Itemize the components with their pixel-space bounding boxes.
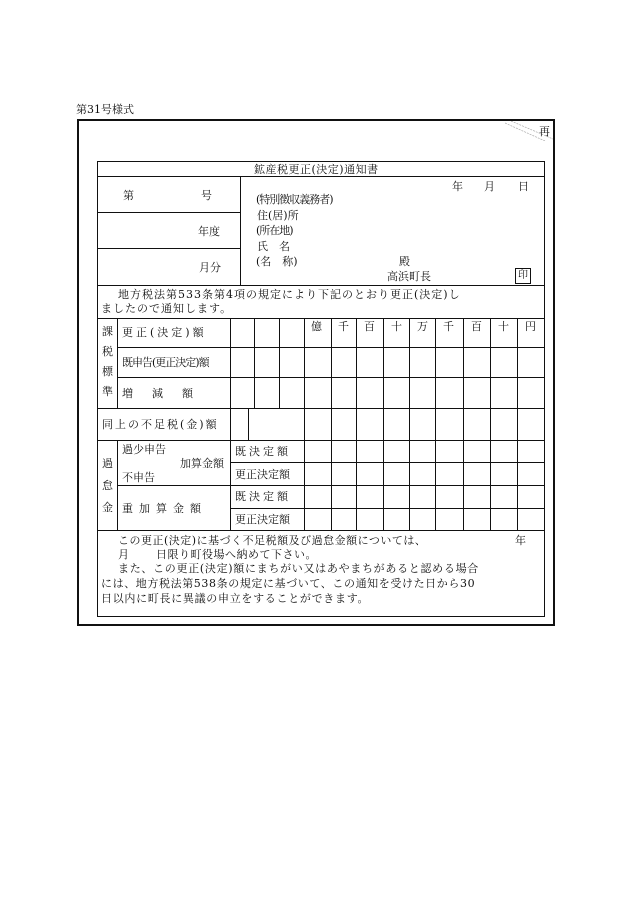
penalty-label-char: 過 <box>102 457 113 470</box>
footer-line-2: 日限り町役場へ納めて下さい。 <box>156 548 317 561</box>
date-month: 月 <box>484 180 495 193</box>
fiscal-year-label: 年度 <box>198 225 220 238</box>
number-prefix: 第 <box>123 189 134 202</box>
rule <box>117 318 118 408</box>
rule <box>240 176 241 285</box>
digit-header: 千 <box>338 320 349 333</box>
under-report-label: 過少申告 <box>122 443 166 456</box>
rule <box>230 462 545 463</box>
rule <box>97 248 240 249</box>
tax-base-label-char: 課 <box>102 325 113 338</box>
tax-base-label-char: 準 <box>102 385 113 398</box>
digit-header: 十 <box>498 320 509 333</box>
digit-header: 千 <box>443 320 454 333</box>
rule <box>435 318 436 530</box>
notice-line-2: ましたので通知します。 <box>101 302 233 315</box>
rule <box>383 318 384 530</box>
tax-base-label-char: 標 <box>102 365 113 378</box>
month-label: 月分 <box>199 261 221 274</box>
rule <box>304 318 305 530</box>
rule <box>97 285 545 286</box>
rule <box>279 318 280 408</box>
digit-header: 万 <box>417 320 428 333</box>
tax-base-label-char: 税 <box>102 345 113 358</box>
location-label: (所在地) <box>256 224 293 237</box>
digit-header: 百 <box>364 320 375 333</box>
rule <box>230 318 231 530</box>
rule <box>248 408 249 440</box>
honorific: 殿 <box>399 255 410 268</box>
correction-decision-label: 更正決定額 <box>235 513 290 526</box>
rule <box>97 318 545 319</box>
footer-line-2-month: 月 <box>118 548 130 561</box>
corrected-amount-label: 更正(決定)額 <box>122 326 207 339</box>
form-number: 第31号様式 <box>76 103 134 116</box>
rule <box>409 318 410 530</box>
rule <box>97 440 545 441</box>
additional-amount-label: 加算金額 <box>180 457 224 470</box>
digit-header: 円 <box>525 320 536 333</box>
rule <box>463 318 464 530</box>
rule <box>97 212 240 213</box>
reissue-mark: 再 <box>539 125 550 138</box>
footer-line-1: この更正(決定)に基づく不足税額及び過怠金額については、 <box>118 534 427 547</box>
rule <box>117 440 118 530</box>
rule <box>97 408 545 409</box>
digit-header: 億 <box>311 320 322 333</box>
heavy-additional-label: 重加算金額 <box>122 502 207 515</box>
document-title: 鉱産税更正(決定)通知書 <box>254 163 379 176</box>
deficiency-label: 同上の不足税(金)額 <box>102 418 219 431</box>
name-label: 氏 名 <box>257 240 290 253</box>
rule <box>97 176 545 177</box>
existing-decision-label: 既決定額 <box>235 490 291 503</box>
rule <box>254 318 255 408</box>
increase-decrease-label: 増 減 額 <box>122 387 197 400</box>
penalty-label-char: 怠 <box>102 479 113 492</box>
penalty-label-char: 金 <box>102 501 113 514</box>
company-name-label: (名 称) <box>256 255 298 268</box>
notice-line-1: 地方税法第533条第4項の規定により下記のとおり更正(決定)し <box>118 288 461 301</box>
footer-line-5: 日以内に町長に異議の申立をすることができます。 <box>101 592 370 605</box>
digit-header: 十 <box>391 320 402 333</box>
rule <box>230 508 545 509</box>
date-day: 日 <box>518 180 529 193</box>
date-year: 年 <box>452 180 463 193</box>
address-label: 住(居)所 <box>257 209 299 222</box>
seal-mark: 印 <box>515 268 531 284</box>
correction-decision-label: 更正決定額 <box>235 468 290 481</box>
non-report-label: 不申告 <box>122 471 155 484</box>
rule <box>331 318 332 530</box>
digit-header: 百 <box>471 320 482 333</box>
number-suffix: 号 <box>201 189 212 202</box>
rule <box>97 530 545 531</box>
rule <box>490 318 491 530</box>
rule <box>356 318 357 530</box>
previous-report-label: 既申告(更正決定)額 <box>122 356 209 369</box>
rule <box>517 318 518 530</box>
existing-decision-label: 既決定額 <box>235 445 291 458</box>
special-collector-label: (特別徴収義務者) <box>256 193 333 206</box>
mayor-title: 高浜町長 <box>387 270 431 283</box>
footer-line-4: には、地方税法第538条の規定に基づいて、この通知を受けた日から30 <box>101 577 476 590</box>
footer-line-3: また、この更正(決定)額にまちがい又はあやまちがあると認める場合 <box>118 562 479 575</box>
footer-line-1-year: 年 <box>515 534 527 547</box>
